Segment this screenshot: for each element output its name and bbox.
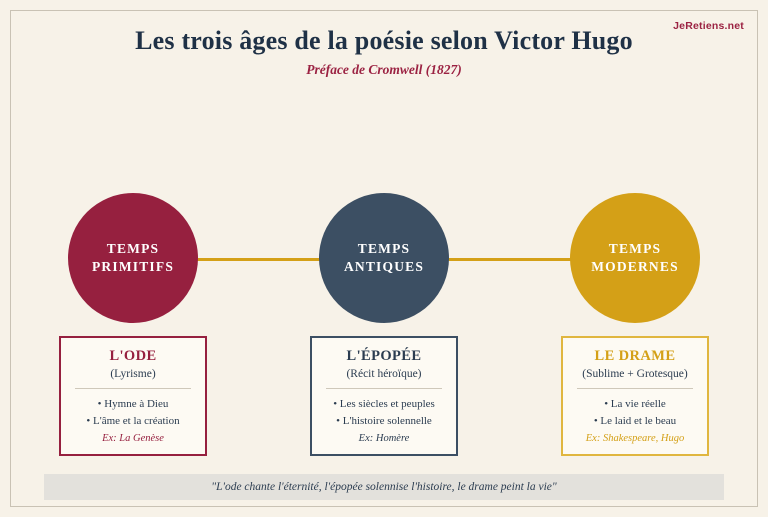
brand-watermark: JeRetiens.net (673, 20, 744, 32)
connector-line-right (430, 258, 590, 261)
card-title: LE DRAME (594, 348, 676, 364)
circle-label-line2: ANTIQUES (343, 259, 425, 274)
stage-card-ode (59, 336, 207, 456)
bullet-item: • Les siècles et peuples (333, 398, 435, 410)
card-example: Ex: Homère (358, 433, 410, 445)
circle-label-line2: MODERNES (591, 259, 679, 274)
card-title: L'ÉPOPÉE (346, 348, 422, 364)
page-title: Les trois âges de la poésie selon Victor Hugo (135, 26, 633, 55)
card-subtitle: (Récit héroïque) (346, 368, 422, 380)
footer-quote: "L'ode chante l'éternité, l'épopée solennise l'histoire, le drame peint la vie" (211, 481, 557, 493)
circle-label-line2: PRIMITIFS (91, 259, 175, 274)
card-divider (577, 388, 693, 389)
card-title: L'ODE (109, 348, 157, 364)
stage-circle-temps-antiques (319, 193, 449, 323)
bullet-item: • Le laid et le beau (593, 415, 677, 428)
bullet-item: • La vie réelle (604, 398, 666, 410)
bullet-item: • L'âme et la création (86, 415, 180, 428)
card-example: Ex: Shakespeare, Hugo (585, 433, 685, 445)
card-subtitle: (Lyrisme) (110, 368, 156, 380)
stage-card-drame (561, 336, 709, 456)
card-divider (326, 388, 442, 389)
footer-banner (44, 474, 724, 500)
circle-label-line1: TEMPS (608, 240, 662, 256)
card-example: Ex: La Genèse (102, 433, 164, 445)
stage-card-epopee (310, 336, 458, 456)
circle-label-line1: TEMPS (106, 240, 160, 256)
page-subtitle: Préface de Cromwell (1827) (306, 62, 462, 77)
circle-label-line1: TEMPS (357, 240, 411, 256)
card-subtitle: (Sublime + Grotesque) (582, 368, 688, 380)
bullet-item: • L'histoire solennelle (336, 415, 432, 428)
connector-line-left (180, 258, 340, 261)
card-bullets (69, 396, 197, 430)
stage-circle-temps-modernes (570, 193, 700, 323)
card-divider (75, 388, 191, 389)
card-bullets (571, 396, 699, 430)
stage-circle-temps-primitifs (68, 193, 198, 323)
bullet-item: • Hymne à Dieu (97, 398, 169, 410)
card-bullets (320, 396, 448, 430)
